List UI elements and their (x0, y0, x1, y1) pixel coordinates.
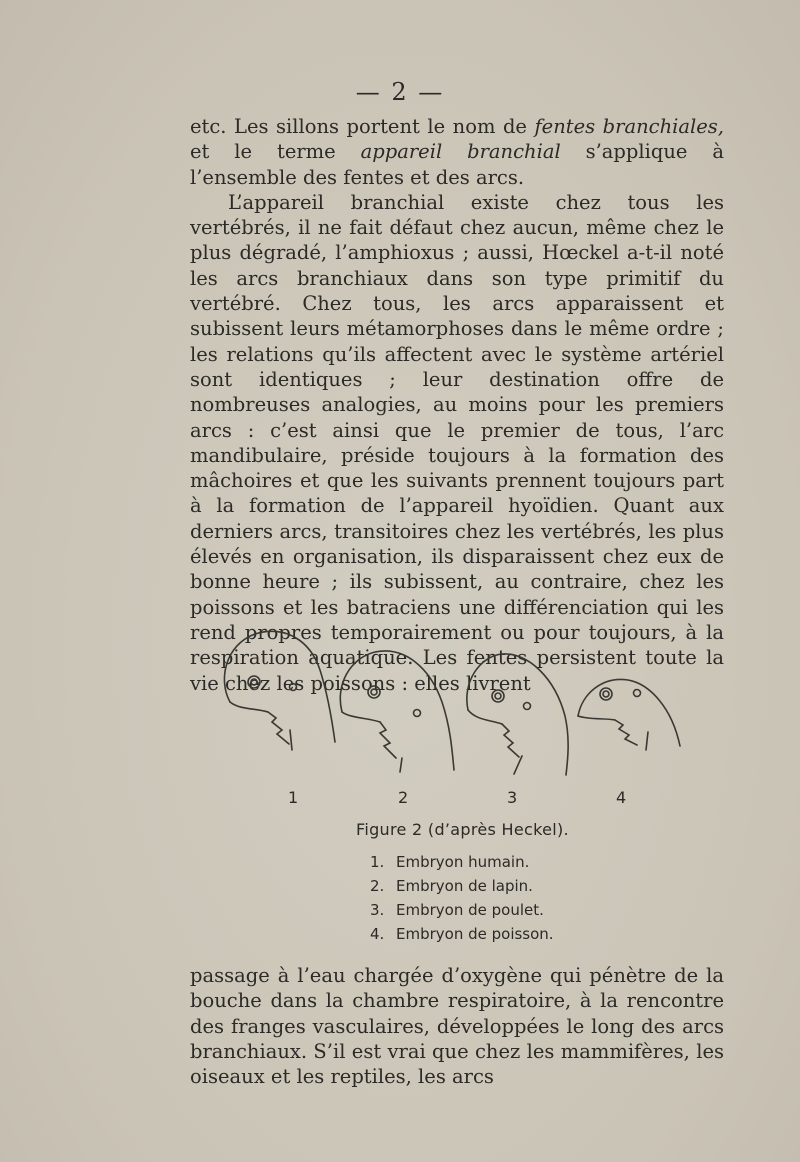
paragraph-1 (190, 114, 724, 190)
figure-legend (370, 850, 554, 946)
embryo-human-drawing (224, 631, 335, 750)
legend-item (370, 850, 554, 874)
legend-number: 1. (370, 853, 385, 871)
legend-number: 3. (370, 901, 385, 919)
legend-item (370, 898, 554, 922)
legend-label: Embryon de poisson. (396, 925, 554, 943)
paragraph-1-text-a: etc. Les sillons portent le nom de (190, 115, 535, 138)
legend-number: 2. (370, 877, 385, 895)
figure-number-1: 1 (288, 788, 299, 807)
figure-number-4: 4 (616, 788, 627, 807)
legend-item (370, 922, 554, 946)
figure-caption-title: Figure 2 (d’après Heckel). (356, 820, 569, 839)
embryo-chicken-drawing (467, 654, 568, 775)
term-appareil-branchial: appareil branchial (360, 140, 561, 164)
legend-number: 4. (370, 925, 385, 943)
paragraph-2: L’appareil branchial existe chez tous les vertébrés, il ne fait défaut chez aucun, même chez le plus dégradé, l’amphioxus ; aussi, Hœckel a-t-il noté les arcs branchiaux dans son type primitif du vertébré. Chez tous, les arcs apparaissent et subissent leurs métamorphoses dans le même ordre ; les relations qu’ils affectent avec le système artériel sont identiques ; leur destination offre de nombreuses analogies, au moins pour les premiers arcs : c’est ainsi que le premier de tous, l’arc mandibulaire, préside toujours à la formation des mâchoires et que les suivants prennent toujours part à la formation de l’appareil hyoïdien. Quant aux derniers arcs, transitoires chez les vertébrés, les plus élevés en organisation, ils disparaissent chez eux de bonne heure ; ils subissent, au contraire, chez les poissons et les batraciens une différenciation qui les rend propres temporairement ou pour toujours, à la respiration aquatique. Les fentes persistent toute la vie chez les poissons : elles livrent (190, 190, 724, 695)
embryo-fish-drawing (578, 679, 680, 750)
legend-item (370, 874, 554, 898)
text-block-top (190, 114, 724, 696)
figure-number-3: 3 (507, 788, 518, 807)
page-number: — 2 — (355, 78, 445, 106)
embryo-drawings (210, 620, 690, 810)
embryo-figure (210, 620, 690, 810)
legend-label: Embryon de poulet. (396, 901, 544, 919)
paragraph-1-text-c: et le terme (190, 140, 361, 164)
text-block-bottom (190, 963, 724, 1089)
paragraph-3: passage à l’eau chargée d’oxygène qui pénètre de la bouche dans la chambre respiratoire, à la rencontre des franges vasculaires, développées le long des arcs branchiaux. S’il est vrai que chez les mammifères, les oiseaux et les reptiles, les arcs (190, 964, 724, 1089)
legend-label: Embryon humain. (396, 853, 530, 871)
term-fentes-branchiales: fentes branchiales, (534, 115, 724, 138)
figure-number-2: 2 (398, 788, 409, 807)
embryo-rabbit-drawing (340, 651, 454, 772)
paragraph-1-text-e: s’applique à l’ensemble des fentes et des arcs. (190, 140, 724, 189)
legend-label: Embryon de lapin. (396, 877, 533, 895)
